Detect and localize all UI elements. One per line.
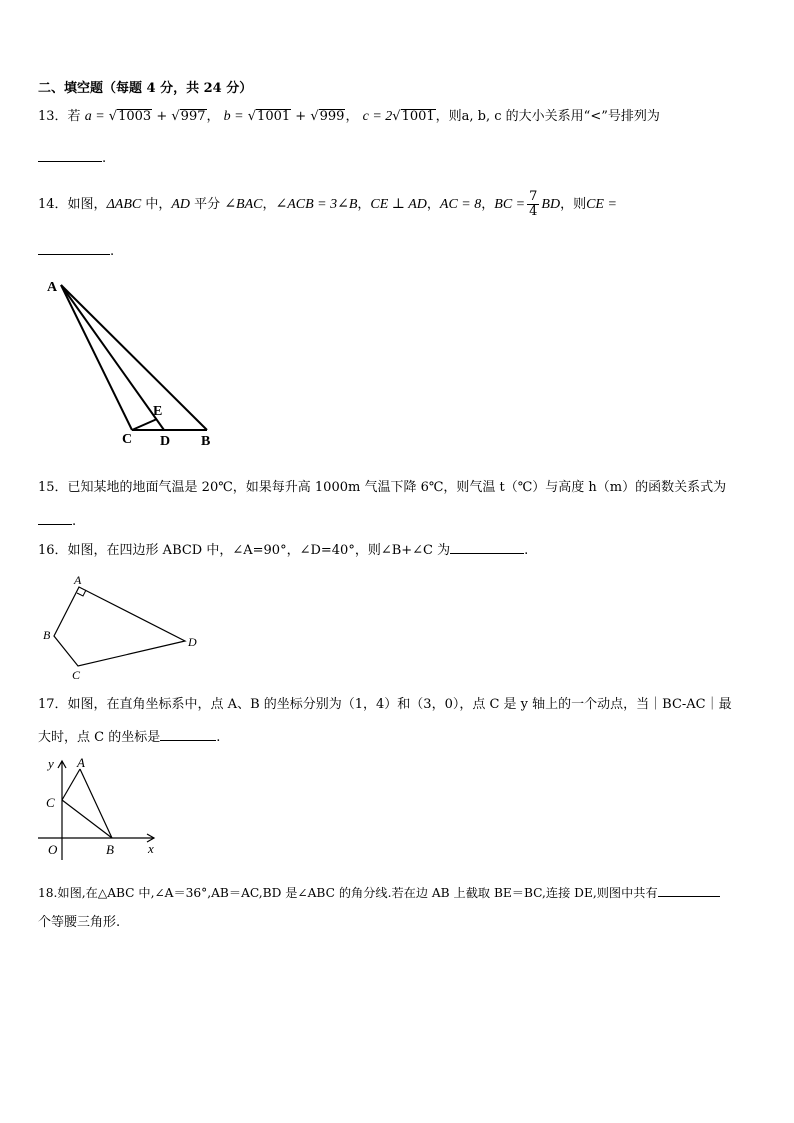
q13-a-eq: a = <box>84 109 105 124</box>
question-18 <box>38 882 720 903</box>
segment-ac <box>61 285 132 430</box>
q15-number: 15． <box>38 480 68 495</box>
q14-end: . <box>110 244 115 259</box>
q13-answer-line <box>38 147 106 169</box>
q17-answer-blank[interactable] <box>160 726 216 741</box>
q13-a-radicand-1: 1003 <box>118 109 152 124</box>
q14-ac: AC = 8 <box>439 197 482 212</box>
q18-answer-blank[interactable] <box>658 882 720 897</box>
q16-quadrilateral-figure <box>38 572 208 682</box>
q15-answer-blank[interactable] <box>38 510 72 525</box>
label-o: O <box>48 842 58 857</box>
section-heading: 二、填空题（每题 4 分，共 24 分） <box>38 81 253 96</box>
label-x: x <box>148 841 154 856</box>
q13-prefix: 若 <box>67 109 81 124</box>
q13-answer-blank[interactable] <box>38 147 102 162</box>
right-angle-mark <box>77 590 86 596</box>
q14-triangle-figure <box>40 275 230 450</box>
q14-frac-den: 4 <box>529 204 538 219</box>
label-y: y <box>48 756 54 771</box>
q14-bd: BD <box>541 197 561 212</box>
label-b: B <box>106 842 114 857</box>
q14-text-1: 如图， <box>67 197 107 212</box>
question-17 <box>38 695 732 715</box>
q17-text-2: 大时，点 C 的坐标是 <box>38 730 161 745</box>
q14-ad: AD <box>171 197 191 212</box>
q14-fraction <box>527 190 539 219</box>
q13-number: 13． <box>38 109 68 124</box>
q16-number: 16． <box>38 543 68 558</box>
q16-end: . <box>524 543 529 558</box>
q16-answer-blank[interactable] <box>450 539 524 554</box>
q14-text-2: 中， <box>141 197 172 212</box>
question-13 <box>38 107 660 127</box>
q18-number: 18. <box>38 886 58 900</box>
question-17-line-2 <box>38 726 220 748</box>
sqrt-symbol: √ <box>171 109 180 124</box>
label-e: E <box>153 404 163 419</box>
q13-comma-1: ， <box>206 109 220 124</box>
segment-ce <box>132 419 157 430</box>
q14-text-7: ， <box>481 197 495 212</box>
q13-c-eq: c = 2 <box>362 109 393 124</box>
q14-text-6: ， <box>426 197 440 212</box>
label-b: B <box>43 628 51 642</box>
q18-text-1: 如图,在△ABC 中,∠A＝36°,AB＝AC,BD 是∠ABC 的角分线.若在边 AB 上截取 BE＝BC,连接 DE,则图中共有 <box>57 886 658 900</box>
label-c: C <box>46 795 55 810</box>
label-a: A <box>74 573 82 587</box>
q13-plus-1: + <box>156 109 168 124</box>
question-16 <box>38 539 528 561</box>
q16-text: 如图，在四边形 ABCD 中，∠A=90°，∠D=40°，则∠B+∠C 为 <box>67 543 451 558</box>
q14-answer-line <box>38 240 114 262</box>
segment-ad <box>61 285 164 430</box>
segment-ca <box>62 769 80 800</box>
segment-cb <box>62 800 112 838</box>
q14-ce-eq: CE = <box>586 197 617 212</box>
q13-b-eq: b = <box>223 109 244 124</box>
sqrt-symbol: √ <box>247 109 257 124</box>
q15-answer-line <box>38 510 76 532</box>
q14-text-3: 平分 <box>190 197 225 212</box>
q13-end: . <box>102 151 107 166</box>
q14-angle-bac: ∠BAC <box>224 197 263 212</box>
q13-comma-2: ， <box>345 109 359 124</box>
q14-number: 14． <box>38 197 68 212</box>
sqrt-symbol: √ <box>310 109 319 124</box>
label-d: D <box>188 635 197 649</box>
question-18-line-2 <box>38 913 120 933</box>
q17-number: 17． <box>38 697 68 712</box>
label-c: C <box>72 668 81 682</box>
q14-triangle: ΔABC <box>106 197 142 212</box>
label-a: A <box>77 755 85 770</box>
q13-suffix: ，则a, b, c 的大小关系用“<”号排列为 <box>435 109 660 124</box>
q14-bc: BC = <box>494 197 526 212</box>
segment-ab <box>80 769 112 838</box>
label-b: B <box>201 434 211 449</box>
segment-ab <box>61 285 207 430</box>
sqrt-symbol: √ <box>108 109 118 124</box>
label-d: D <box>160 434 171 449</box>
q17-end: . <box>216 730 221 745</box>
q14-angle-acb: ∠ACB = 3∠B <box>275 197 358 212</box>
q17-text-1: 如图，在直角坐标系中，点 A、B 的坐标分别为（1，4）和（3，0），点 C 是 y 轴上的一个动点，当｜BC-AC｜最 <box>67 697 732 712</box>
q17-coordinate-figure <box>36 755 166 865</box>
q14-text-4: ， <box>262 197 276 212</box>
q15-text: 已知某地的地面气温是 20℃，如果每升高 1000m 气温下降 6℃，则气温 t（℃）与高度 h（m）的函数关系式为 <box>67 480 727 495</box>
quadrilateral-abcd <box>54 587 185 666</box>
q13-a-radicand-2: 997 <box>180 109 206 124</box>
q15-end: . <box>72 514 77 529</box>
q18-text-2: 个等腰三角形. <box>38 915 121 930</box>
q14-answer-blank[interactable] <box>38 240 110 255</box>
q13-b-radicand-2: 999 <box>319 109 345 124</box>
q13-c-radicand: 1001 <box>401 109 435 124</box>
question-15 <box>38 478 726 498</box>
q13-plus-2: + <box>295 109 307 124</box>
q13-b-radicand-1: 1001 <box>257 109 291 124</box>
label-a: A <box>47 280 58 295</box>
label-c: C <box>122 432 133 447</box>
q14-text-5: ， <box>357 197 371 212</box>
q14-ce-perp: CE ⊥ AD <box>370 197 427 212</box>
question-14 <box>38 190 617 219</box>
q14-text-8: ，则 <box>560 197 587 212</box>
sqrt-symbol: √ <box>392 109 401 124</box>
q14-frac-num: 7 <box>529 189 538 204</box>
